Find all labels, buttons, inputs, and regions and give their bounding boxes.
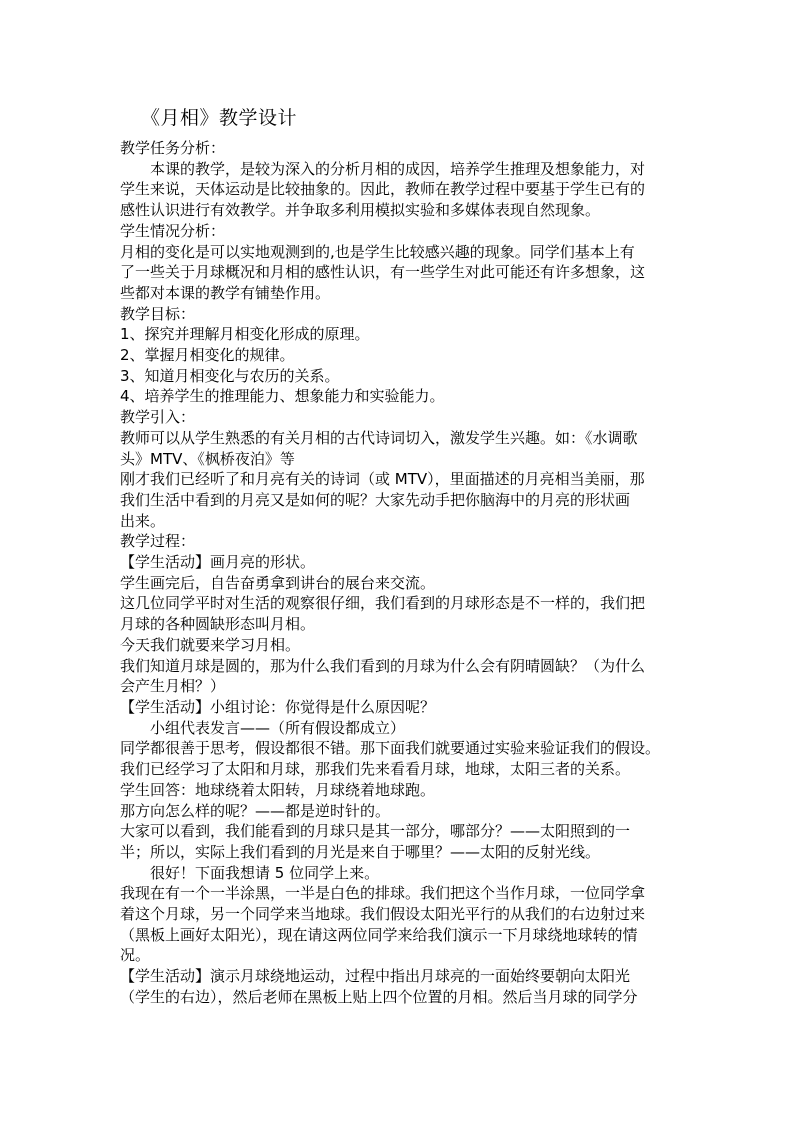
text-line: 【学生活动】演示月球绕地运动，过程中指出月球亮的一面始终要朝向太阳光 (120, 967, 631, 986)
text-line: 学生回答：地球绕着太阳转，月球绕着地球跑。 (120, 780, 436, 799)
text-line: 着这个月球，另一个同学来当地球。我们假设太阳光平行的从我们的右边射过来 (120, 905, 646, 924)
text-line: 很好！下面我想请 5 位同学上来。 (150, 863, 380, 882)
text-line: 教学过程： (120, 532, 196, 551)
text-line: 月球的各种圆缺形态叫月相。 (120, 615, 316, 634)
text-line: 小组代表发言——（所有假设都成立） (150, 718, 406, 737)
text-line: 今天我们就要来学习月相。 (120, 635, 301, 654)
text-line: 我们知道月球是圆的，那为什么我们看到的月球为什么会有阴晴圆缺？（为什么 (120, 656, 646, 675)
text-line: 半；所以，实际上我们看到的月光是来自于哪里？——太阳的反射光线。 (120, 842, 601, 861)
document-body (120, 138, 682, 1008)
text-line: 【学生活动】小组讨论：你觉得是什么原因呢？ (120, 697, 436, 716)
document-page (120, 104, 682, 1008)
text-line: 学生情况分析： (120, 221, 226, 240)
text-line: 我们已经学习了太阳和月球，那我们先来看看月球，地球，太阳三者的关系。 (120, 760, 631, 779)
text-line: 大家可以看到，我们能看到的月球只是其一部分，哪部分？——太阳照到的一 (120, 822, 631, 841)
text-line: 况。 (120, 946, 151, 965)
text-line: 月相的变化是可以实地观测到的,也是学生比较感兴趣的现象。同学们基本上有 (120, 242, 635, 261)
text-line: 教学任务分析： (120, 139, 226, 157)
text-line: 会产生月相？） (120, 677, 226, 696)
text-line: 同学都很善于思考，假设都很不错。那下面我们就要通过实验来验证我们的假设。 (120, 739, 661, 758)
text-line: 学生来说，天体运动是比较抽象的。因此，教师在教学过程中要基于学生已有的 (120, 180, 646, 199)
text-line: 4、培养学生的推理能力、想象能力和实验能力。 (120, 387, 445, 406)
text-line: 些都对本课的教学有铺垫作用。 (120, 283, 331, 302)
text-line: 3、知道月相变化与农历的关系。 (120, 366, 340, 385)
text-line: 感性认识进行有效教学。并争取多利用模拟实验和多媒体表现自然现象。 (120, 201, 601, 220)
text-line: 1、探究并理解月相变化形成的原理。 (120, 325, 370, 344)
text-line: （黑板上画好太阳光），现在请这两位同学来给我们演示一下月球绕地球转的情 (120, 925, 638, 944)
text-line: 教学目标： (120, 304, 196, 323)
text-line: 出来。 (120, 511, 166, 530)
text-line: 教师可以从学生熟悉的有关月相的古代诗词切入，激发学生兴趣。如：《水调歌 (120, 428, 638, 447)
text-line: 头》MTV、《枫桥夜泊》等 (120, 449, 295, 468)
text-line: 学生画完后，自告奋勇拿到讲台的展台来交流。 (120, 573, 436, 592)
text-line: 2、掌握月相变化的规律。 (120, 346, 295, 365)
text-line: 刚才我们已经听了和月亮有关的诗词（或 MTV），里面描述的月亮相当美丽，那 (120, 470, 645, 489)
text-line: 我们生活中看到的月亮又是如何的呢？大家先动手把你脑海中的月亮的形状画 (120, 490, 631, 509)
text-line: 这几位同学平时对生活的观察很仔细，我们看到的月球形态是不一样的，我们把 (120, 594, 646, 613)
text-line: 我现在有一个一半涂黑，一半是白色的排球。我们把这个当作月球，一位同学拿 (120, 884, 646, 903)
text-line: 了一些关于月球概况和月相的感性认识，有一些学生对此可能还有许多想象，这 (120, 263, 646, 282)
text-line: 本课的教学，是较为深入的分析月相的成因，培养学生推理及想象能力，对 (150, 159, 646, 178)
text-line: （学生的右边），然后老师在黑板上贴上四个位置的月相。然后当月球的同学分 (120, 987, 638, 1006)
text-line: 教学引入： (120, 408, 196, 427)
text-line: 那方向怎么样的呢？——都是逆时针的。 (120, 801, 391, 820)
text-line: 【学生活动】画月亮的形状。 (120, 553, 316, 572)
document-title: 《月相》教学设计 (141, 107, 298, 129)
